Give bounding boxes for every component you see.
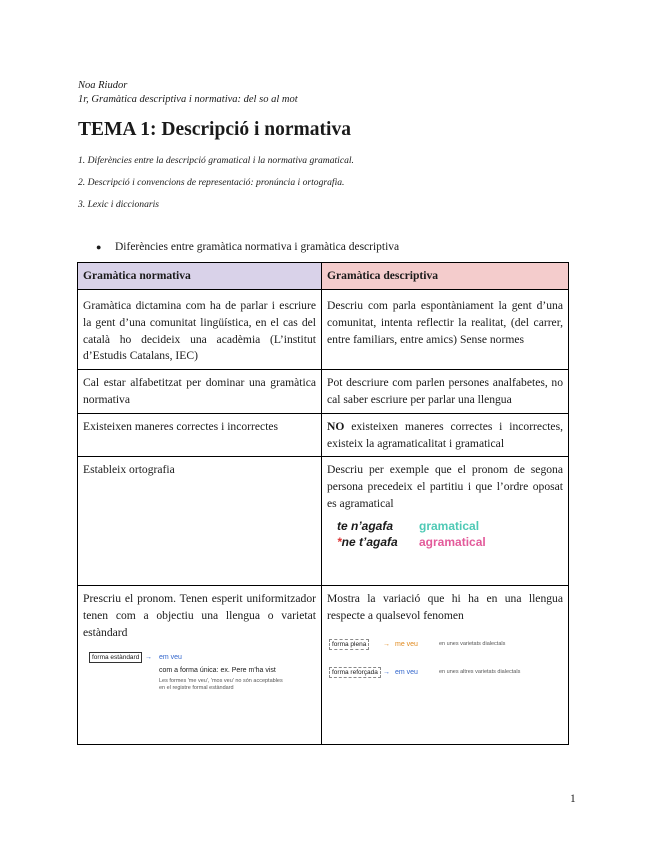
- diagram-pronoun: em veu: [395, 668, 418, 676]
- example-phrase-agrammatical: [337, 535, 398, 550]
- table-row: [78, 290, 569, 370]
- header-normativa: Gramàtica normativa: [78, 263, 322, 290]
- bullet-dot-icon: ●: [96, 242, 102, 252]
- author-name: Noa Riudor: [78, 80, 128, 91]
- diagram-box: forma estàndard: [89, 652, 142, 663]
- table-cell: Estableix ortografia: [78, 457, 322, 586]
- table-row: [78, 457, 569, 586]
- cell-text: Descriu per exemple que el pronom de segona persona precedeix el partitiu i que l’ordre oposat es agramatical: [327, 463, 563, 510]
- example-label-grammatical: gramatical: [419, 518, 480, 533]
- table-cell: [78, 586, 322, 745]
- example-phrase-text: ne t’agafa: [341, 534, 398, 549]
- arrow-icon: →: [145, 653, 152, 661]
- course-name: 1r, Gramàtica descriptiva i normativa: del so al mot: [78, 94, 298, 105]
- table-cell: Descriu com parla espontàniament la gent d’una comunitat, intenta reflectir la realitat, (del carrer, entre familiars, entre amics) Sense normes: [322, 290, 569, 370]
- table-row: [78, 586, 569, 745]
- page-title: TEMA 1: Descripció i normativa: [78, 119, 351, 140]
- example-block: [327, 519, 563, 553]
- cell-text: Mostra la variació que hi ha en una llengua respecte a qualsevol fenomen: [327, 592, 563, 623]
- example-label-agrammatical: agramatical: [419, 534, 486, 549]
- document-header: [78, 79, 298, 107]
- asterisk-mark: *: [337, 534, 342, 549]
- table-cell: [322, 413, 569, 457]
- table-cell: Gramàtica dictamina com ha de parlar i escriure la gent d’una comunitat lingüística, en el cas del català ho decideix una acadèmia (L’institut d’Estudis Catalans, IEC): [78, 290, 322, 370]
- right-diagram: [327, 633, 563, 693]
- diagram-box: forma reforçada: [329, 667, 381, 678]
- diagram-pronoun: em veu: [159, 653, 182, 661]
- table-cell: [322, 457, 569, 586]
- diagram-desc: en unes altres varietats dialectals: [439, 668, 521, 675]
- emphasis-no: NO: [327, 419, 345, 433]
- diagram-desc: en unes varietats dialectals: [439, 640, 506, 647]
- diagram-box: forma plena: [329, 639, 369, 650]
- table-cell: [322, 586, 569, 745]
- arrow-icon: →: [383, 640, 390, 648]
- table-cell: Pot descriure com parlen persones analfabetes, no cal saber escriure per parlar una llengua: [322, 370, 569, 414]
- page-number: 1: [570, 793, 576, 805]
- table-header-row: [78, 263, 569, 290]
- header-descriptiva: Gramàtica descriptiva: [322, 263, 569, 290]
- table-cell: Existeixen maneres correctes i incorrectes: [78, 413, 322, 457]
- comparison-table: [77, 262, 569, 745]
- table-row: [78, 413, 569, 457]
- bullet-text: Diferències entre gramàtica normativa i gramàtica descriptiva: [115, 241, 400, 253]
- diagram-sub: com a forma única: ex. Pere m'ha vist: [159, 666, 276, 674]
- toc-item-2: 2. Descripció i convencions de representació: pronúncia i ortografia.: [78, 177, 345, 188]
- diagram-note: en el registre formal estàndard: [159, 684, 234, 691]
- table-row: [78, 370, 569, 414]
- diagram-note: Les formes 'me veu', 'mos veu' no són acceptables: [159, 677, 283, 684]
- arrow-icon: →: [383, 668, 390, 676]
- table-cell: Cal estar alfabetitzat per dominar una gramàtica normativa: [78, 370, 322, 414]
- toc-item-3: 3. Lexic i diccionaris: [78, 199, 159, 210]
- cell-text: existeixen maneres correctes i incorrectes, existeix la agramaticalitat i gramatical: [327, 419, 563, 450]
- cell-text: Prescriu el pronom. Tenen esperit uniformitzador tenen com a objectiu una llengua o varietat estàndard: [83, 592, 316, 639]
- diagram-pronoun: me veu: [395, 640, 418, 648]
- example-phrase-grammatical: te n’agafa: [337, 518, 394, 533]
- left-diagram: [83, 648, 316, 708]
- toc-item-1: 1. Diferències entre la descripció gramatical i la normativa gramatical.: [78, 155, 354, 166]
